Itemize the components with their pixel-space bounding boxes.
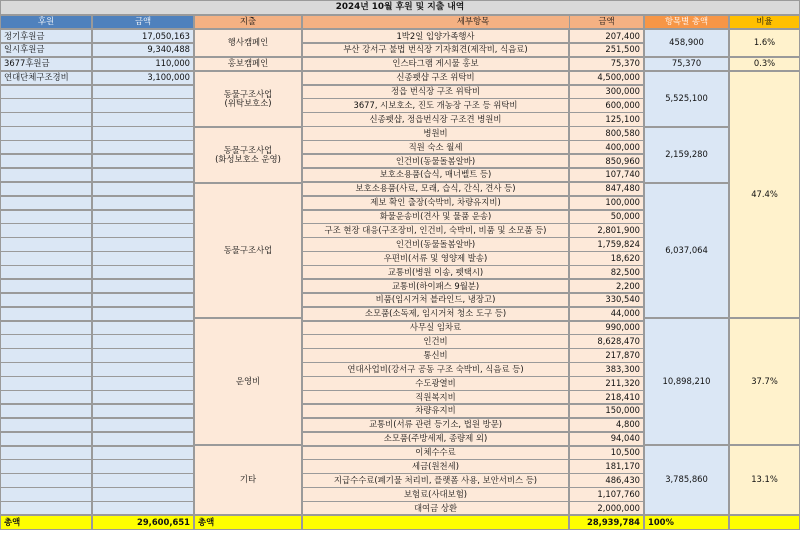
donor-amount-empty <box>92 126 194 140</box>
expense-item-label: 인건비(동물돌봄알바) <box>302 154 569 168</box>
expense-item-label: 인스타그램 게시물 홍보 <box>302 57 569 71</box>
expense-item-amount: 4,500,000 <box>569 71 644 85</box>
donor-name-empty <box>0 376 92 390</box>
ratio-operations: 37.7% <box>729 318 800 445</box>
expense-item-amount: 850,960 <box>569 154 644 168</box>
expense-item-label: 비품(임시거처 블라인드, 냉장고) <box>302 293 569 307</box>
expense-item-label: 교통비(하이패스 9월분) <box>302 279 569 293</box>
donor-name-empty <box>0 293 92 307</box>
donor-name-empty <box>0 237 92 251</box>
donor-amount-empty <box>92 85 194 99</box>
expense-item-amount: 1,107,760 <box>569 487 644 501</box>
footer-expense-total: 28,939,784 <box>569 515 644 530</box>
header-donation-amount: 금액 <box>92 15 194 29</box>
expense-item-label: 신종펫샵 구조 위탁비 <box>302 71 569 85</box>
group-promo-campaign: 홍보캠페인 <box>194 57 302 71</box>
expense-item-amount: 2,000,000 <box>569 501 644 515</box>
donor-amount-empty <box>92 418 194 432</box>
donor-name-empty <box>0 418 92 432</box>
donor-name: 연대단체구조경비 <box>0 71 92 85</box>
donor-name: 정기후원금 <box>0 29 92 43</box>
expense-item-label: 연대사업비(강서구 공동 구조 숙박비, 식음료 등) <box>302 362 569 376</box>
donor-name-empty <box>0 251 92 265</box>
donor-amount-empty <box>92 140 194 154</box>
expense-item-amount: 300,000 <box>569 85 644 99</box>
expense-item-amount: 4,800 <box>569 418 644 432</box>
donor-name-empty <box>0 348 92 362</box>
expense-item-amount: 600,000 <box>569 98 644 112</box>
expense-item-label: 보호소용품(사료, 모래, 습식, 간식, 견사 등) <box>302 182 569 196</box>
expense-item-label: 1박2일 입양가족행사 <box>302 29 569 43</box>
subtotal-rescue-general: 6,037,064 <box>644 183 729 318</box>
donor-amount-empty <box>92 168 194 182</box>
expense-item-label: 지급수수료(폐기물 처리비, 플랫폼 사용, 보안서비스 등) <box>302 473 569 487</box>
donor-amount-empty <box>92 376 194 390</box>
expense-item-amount: 125,100 <box>569 112 644 126</box>
expense-item-amount: 330,540 <box>569 293 644 307</box>
donor-amount-empty <box>92 154 194 168</box>
donor-amount-empty <box>92 459 194 473</box>
expense-item-amount: 94,040 <box>569 432 644 446</box>
expense-item-amount: 400,000 <box>569 140 644 154</box>
footer-donation-total: 29,600,651 <box>92 515 194 530</box>
donor-amount-empty <box>92 112 194 126</box>
donor-amount-empty <box>92 251 194 265</box>
donor-name-empty <box>0 446 92 460</box>
expense-item-label: 세금(원천세) <box>302 459 569 473</box>
expense-item-amount: 18,620 <box>569 251 644 265</box>
group-operations: 운영비 <box>194 318 302 445</box>
donor-name-empty <box>0 210 92 224</box>
donor-name-empty <box>0 390 92 404</box>
donor-name-empty <box>0 196 92 210</box>
donor-name-empty <box>0 404 92 418</box>
donor-name-empty <box>0 182 92 196</box>
expense-item-amount: 2,801,900 <box>569 223 644 237</box>
donor-amount-empty <box>92 487 194 501</box>
donor-name: 3677후원금 <box>0 57 92 71</box>
header-donor: 후원 <box>0 15 92 29</box>
donor-amount-empty <box>92 237 194 251</box>
expense-item-label: 인건비(동물돌봄알바) <box>302 237 569 251</box>
expense-item-amount: 251,500 <box>569 43 644 57</box>
donor-name-empty <box>0 487 92 501</box>
header-subtotal: 항목별 총액 <box>644 15 729 29</box>
group-event-campaign: 행사캠페인 <box>194 29 302 57</box>
donor-amount-empty <box>92 390 194 404</box>
footer-blank <box>302 515 569 530</box>
expense-item-label: 신종펫샵, 정읍번식장 구조견 병원비 <box>302 112 569 126</box>
donor-amount-empty <box>92 473 194 487</box>
group-rescue-general: 동물구조사업 <box>194 183 302 318</box>
expense-item-amount: 486,430 <box>569 473 644 487</box>
subtotal-rescue-hwaseong: 2,159,280 <box>644 127 729 183</box>
donor-name-empty <box>0 432 92 446</box>
expense-item-label: 보험료(사대보험) <box>302 487 569 501</box>
donor-amount-empty <box>92 265 194 279</box>
expense-item-label: 정읍 번식장 구조 위탁비 <box>302 85 569 99</box>
footer-blank-2 <box>729 515 800 530</box>
donor-name-empty <box>0 154 92 168</box>
expense-item-amount: 100,000 <box>569 196 644 210</box>
donor-name-empty <box>0 126 92 140</box>
donor-amount-empty <box>92 182 194 196</box>
donor-name-empty <box>0 334 92 348</box>
donor-amount-empty <box>92 293 194 307</box>
donor-name-empty <box>0 362 92 376</box>
group-rescue-shelter-name: 동물구조사업 <box>223 88 273 99</box>
expense-item-amount: 107,740 <box>569 168 644 182</box>
expense-item-amount: 44,000 <box>569 307 644 321</box>
group-rescue-shelter <box>194 71 302 127</box>
donor-amount-empty <box>92 210 194 224</box>
donor-name-empty <box>0 98 92 112</box>
expense-item-label: 제보 확인 출장(숙박비, 차량유지비) <box>302 196 569 210</box>
expense-item-label: 교통비(서류 관련 등기소, 법원 방문) <box>302 418 569 432</box>
expense-item-amount: 383,300 <box>569 362 644 376</box>
donor-amount-empty <box>92 307 194 321</box>
donor-name-empty <box>0 459 92 473</box>
donor-name-empty <box>0 473 92 487</box>
donor-name-empty <box>0 321 92 335</box>
expense-item-label: 3677, 시보호소, 진도 개농장 구조 등 위탁비 <box>302 98 569 112</box>
donor-amount-empty <box>92 362 194 376</box>
header-item: 세부항목 <box>302 15 644 29</box>
donor-name-empty <box>0 265 92 279</box>
ratio-etc: 13.1% <box>729 445 800 515</box>
expense-item-amount: 8,628,470 <box>569 334 644 348</box>
expense-item-amount: 150,000 <box>569 404 644 418</box>
expense-item-label: 병원비 <box>302 126 569 140</box>
header-expense: 지출 <box>194 15 302 29</box>
donor-amount: 3,100,000 <box>92 71 194 85</box>
donor-name-empty <box>0 279 92 293</box>
expense-item-amount: 217,870 <box>569 348 644 362</box>
donor-name: 일시후원금 <box>0 43 92 57</box>
donor-amount-empty <box>92 196 194 210</box>
expense-item-amount: 847,480 <box>569 182 644 196</box>
donor-amount-empty <box>92 279 194 293</box>
expense-item-label: 이체수수료 <box>302 446 569 460</box>
donor-name-empty <box>0 85 92 99</box>
expense-item-amount: 50,000 <box>569 210 644 224</box>
donor-amount-empty <box>92 98 194 112</box>
expense-item-label: 화물운송비(견사 및 물품 운송) <box>302 210 569 224</box>
footer-expense-label: 총액 <box>194 515 302 530</box>
group-rescue-hwaseong-name: 동물구조사업 <box>223 144 273 155</box>
expense-item-label: 보호소용품(습식, 매너벨트 등) <box>302 168 569 182</box>
donor-name-empty <box>0 140 92 154</box>
expense-item-amount: 75,370 <box>569 57 644 71</box>
donor-amount-empty <box>92 404 194 418</box>
donor-name-empty <box>0 223 92 237</box>
expense-item-label: 우편비(서류 및 영양제 발송) <box>302 251 569 265</box>
group-rescue-hwaseong-sub: (화성보호소 운영) <box>215 154 281 164</box>
footer-ratio-total: 100% <box>644 515 729 530</box>
expense-item-label: 직원 숙소 월세 <box>302 140 569 154</box>
donor-name-empty <box>0 168 92 182</box>
donor-name-empty <box>0 112 92 126</box>
expense-item-label: 수도광열비 <box>302 376 569 390</box>
subtotal-rescue-shelter: 5,525,100 <box>644 71 729 127</box>
ratio-event-campaign: 1.6% <box>729 29 800 57</box>
expense-item-label: 인건비 <box>302 334 569 348</box>
donor-amount: 9,340,488 <box>92 43 194 57</box>
donor-name-empty <box>0 501 92 515</box>
group-rescue-hwaseong <box>194 127 302 183</box>
expense-item-amount: 800,580 <box>569 126 644 140</box>
ratio-rescue-total: 47.4% <box>729 71 800 318</box>
subtotal-promo-campaign: 75,370 <box>644 57 729 71</box>
donor-amount: 17,050,163 <box>92 29 194 43</box>
donor-amount-empty <box>92 501 194 515</box>
expense-item-amount: 10,500 <box>569 446 644 460</box>
donor-name-empty <box>0 307 92 321</box>
expense-item-amount: 218,410 <box>569 390 644 404</box>
expense-item-label: 통신비 <box>302 348 569 362</box>
sheet-title: 2024년 10월 후원 및 지출 내역 <box>0 0 800 15</box>
donor-amount-empty <box>92 334 194 348</box>
expense-item-amount: 990,000 <box>569 321 644 335</box>
expense-item-label: 교통비(병원 이송, 펫택시) <box>302 265 569 279</box>
expense-item-label: 소모품(소독제, 임시거처 청소 도구 등) <box>302 307 569 321</box>
expense-item-amount: 207,400 <box>569 29 644 43</box>
expense-item-label: 직원복지비 <box>302 390 569 404</box>
expense-item-label: 차량유지비 <box>302 404 569 418</box>
expense-item-amount: 211,320 <box>569 376 644 390</box>
ratio-promo-campaign: 0.3% <box>729 57 800 71</box>
donor-amount-empty <box>92 432 194 446</box>
expense-item-amount: 181,170 <box>569 459 644 473</box>
expense-item-label: 대여금 상환 <box>302 501 569 515</box>
footer-label: 총액 <box>0 515 92 530</box>
donor-amount-empty <box>92 321 194 335</box>
subtotal-operations: 10,898,210 <box>644 318 729 445</box>
expense-item-label: 구조 현장 대응(구조장비, 인건비, 숙박비, 비품 및 소모품 등) <box>302 223 569 237</box>
expense-item-label: 사무실 임차료 <box>302 321 569 335</box>
expense-item-amount: 1,759,824 <box>569 237 644 251</box>
donor-amount-empty <box>92 446 194 460</box>
group-etc: 기타 <box>194 445 302 515</box>
header-ratio: 비율 <box>729 15 800 29</box>
expense-item-label: 소모품(주방세제, 종량제 외) <box>302 432 569 446</box>
expense-item-amount: 2,200 <box>569 279 644 293</box>
subtotal-etc: 3,785,860 <box>644 445 729 515</box>
subtotal-event-campaign: 458,900 <box>644 29 729 57</box>
donor-amount: 110,000 <box>92 57 194 71</box>
header-item-amount: 금액 <box>569 15 644 29</box>
expense-item-amount: 82,500 <box>569 265 644 279</box>
donor-amount-empty <box>92 348 194 362</box>
group-rescue-shelter-sub: (위탁보호소) <box>224 98 272 108</box>
expense-item-label: 부산 강서구 불법 번식장 기자회견(제작비, 식음료) <box>302 43 569 57</box>
donor-amount-empty <box>92 223 194 237</box>
